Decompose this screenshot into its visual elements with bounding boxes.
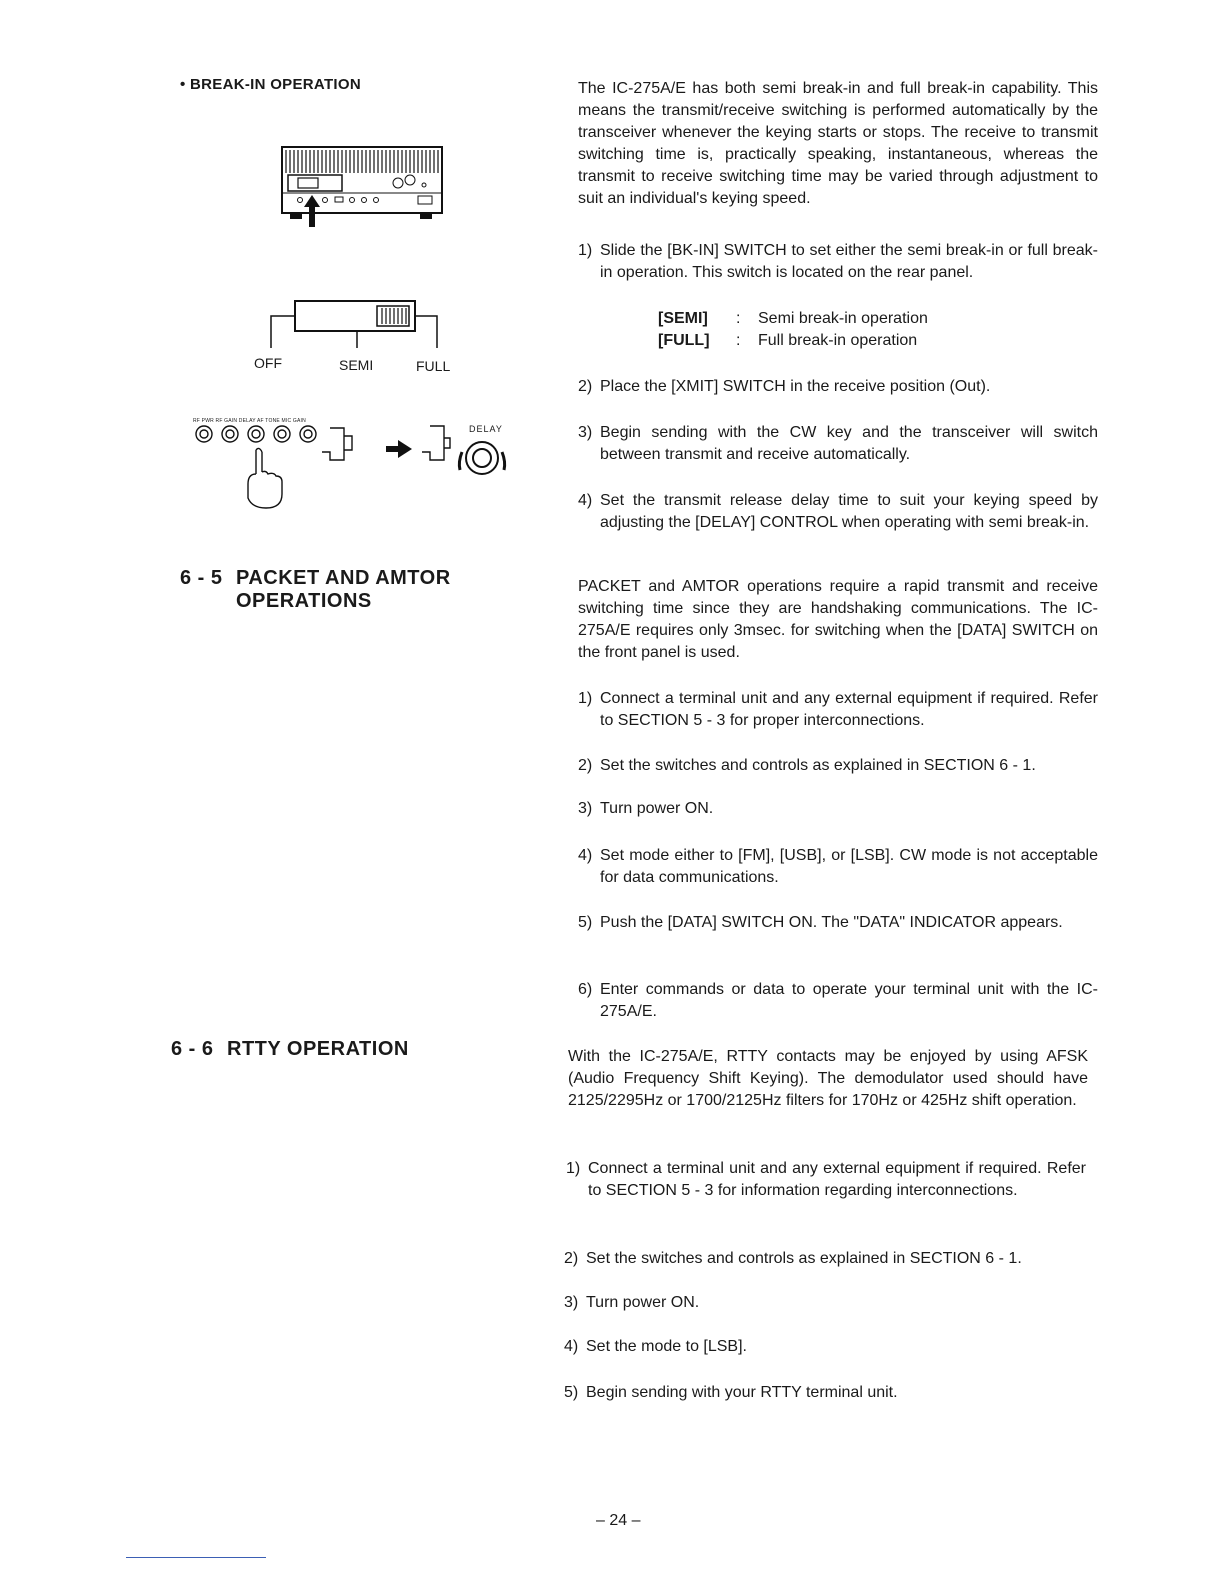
step-text: Slide the [BK-IN] SWITCH to set either the semi break-in or full break-in operation. This switch is located on the rear panel. <box>600 242 1098 281</box>
mode-colon: : <box>736 310 741 327</box>
step-number: 5) <box>578 914 593 931</box>
step-number: 3) <box>578 800 593 817</box>
section-6-6-heading <box>171 1038 409 1061</box>
mode-key: [SEMI] <box>658 310 708 327</box>
step-text: Set mode either to [FM], [USB], or [LSB]. CW mode is not acceptable for data communications. <box>600 847 1098 886</box>
mode-desc: Full break-in operation <box>758 332 918 349</box>
rtty-step-5 <box>564 1382 1084 1404</box>
off-label: OFF <box>254 355 282 371</box>
rear-panel-illustration <box>280 145 445 230</box>
step-number: 3) <box>578 424 593 441</box>
section-6-5-title-line2: OPERATIONS <box>236 590 372 612</box>
step-number: 4) <box>578 847 593 864</box>
step-text: Push the [DATA] SWITCH ON. The "DATA" INDICATOR appears. <box>600 914 1063 931</box>
step-number: 1) <box>566 1160 581 1177</box>
delay-label: DELAY <box>469 424 503 434</box>
packet-intro: PACKET and AMTOR operations require a rapid transmit and receive switching time since they are handshaking communications. The IC-275A/E requires only 3msec. for switching when the [DATA] SWITCH on the front panel is used. <box>578 578 1098 661</box>
break-in-step-4 <box>578 490 1098 534</box>
delay-control-illustration <box>190 422 530 522</box>
bottom-rule <box>126 1557 266 1558</box>
rtty-intro: With the IC-275A/E, RTTY contacts may be enjoyed by using AFSK (Audio Frequency Shift Keying). The demodulator used should have 2125/2295Hz or 1700/2125Hz filters for 170Hz or 425Hz shift operation. <box>568 1048 1088 1109</box>
step-text: Set the mode to [LSB]. <box>586 1338 747 1355</box>
packet-step-6 <box>578 979 1098 1023</box>
step-number: 2) <box>578 757 593 774</box>
mode-key: [FULL] <box>658 332 710 349</box>
semi-label: SEMI <box>339 357 374 373</box>
packet-step-2 <box>578 755 1098 777</box>
break-in-step-2 <box>578 376 1098 398</box>
step-text: Begin sending with the CW key and the transceiver will switch between transmit and receive automatically. <box>600 424 1098 463</box>
step-text: Turn power ON. <box>600 800 714 817</box>
step-number: 2) <box>564 1250 579 1267</box>
section-6-6-number: 6 - 6 <box>171 1038 214 1060</box>
section-6-5-title-line1: PACKET AND AMTOR <box>236 567 451 589</box>
rtty-step-4 <box>564 1336 1084 1358</box>
section-6-5-heading <box>180 567 451 613</box>
step-text: Turn power ON. <box>586 1294 700 1311</box>
knob-labels: RF PWR RF GAIN DELAY AF TONE MIC GAIN <box>193 418 306 424</box>
bk-in-mode-list <box>658 308 928 352</box>
step-number: 4) <box>564 1338 579 1355</box>
step-number: 1) <box>578 690 593 707</box>
packet-step-3 <box>578 798 1098 820</box>
mode-row-semi <box>658 308 928 330</box>
step-text: Begin sending with your RTTY terminal unit. <box>586 1384 898 1401</box>
step-text: Connect a terminal unit and any external equipment if required. Refer to SECTION 5 - 3 for information regarding interconnections. <box>588 1160 1086 1199</box>
packet-step-5 <box>578 912 1098 934</box>
step-text: Enter commands or data to operate your terminal unit with the IC-275A/E. <box>600 981 1098 1020</box>
packet-step-4 <box>578 845 1098 889</box>
packet-step-1 <box>578 688 1098 732</box>
step-text: Set the transmit release delay time to suit your keying speed by adjusting the [DELAY] CONTROL when operating with semi break-in. <box>600 492 1098 531</box>
step-text: Place the [XMIT] SWITCH in the receive position (Out). <box>600 378 991 395</box>
step-number: 6) <box>578 981 593 998</box>
step-text: Set the switches and controls as explained in SECTION 6 - 1. <box>586 1250 1022 1267</box>
section-6-5-number: 6 - 5 <box>180 567 223 589</box>
step-number: 4) <box>578 492 593 509</box>
break-in-step-3 <box>578 422 1098 466</box>
step-text: Set the switches and controls as explained in SECTION 6 - 1. <box>600 757 1036 774</box>
section-6-6-title: RTTY OPERATION <box>227 1038 409 1060</box>
rtty-step-3 <box>564 1292 1084 1314</box>
mode-desc: Semi break-in operation <box>758 310 928 327</box>
rtty-step-2 <box>564 1248 1084 1270</box>
rtty-step-1 <box>566 1158 1086 1202</box>
step-number: 5) <box>564 1384 579 1401</box>
full-label: FULL <box>416 358 451 374</box>
step-text: Connect a terminal unit and any external equipment if required. Refer to SECTION 5 - 3 for proper interconnections. <box>600 690 1098 729</box>
break-in-step-1 <box>578 240 1098 284</box>
page-number: – 24 – <box>596 1512 641 1529</box>
break-in-intro: The IC-275A/E has both semi break-in and full break-in capability. This means the transmit/receive switching is performed automatically by the transceiver whenever the keying starts or stops. The receive to transmit switching time is, practically speaking, instantaneous, whereas the transmit to receive switching time may be varied through adjustment to suit an individual's keying speed. <box>578 80 1098 207</box>
step-number: 3) <box>564 1294 579 1311</box>
step-number: 1) <box>578 242 593 259</box>
step-number: 2) <box>578 378 593 395</box>
mode-row-full <box>658 330 928 352</box>
mode-colon: : <box>736 332 741 349</box>
break-in-heading: • BREAK-IN OPERATION <box>180 76 361 93</box>
bk-in-switch-diagram <box>255 298 455 350</box>
